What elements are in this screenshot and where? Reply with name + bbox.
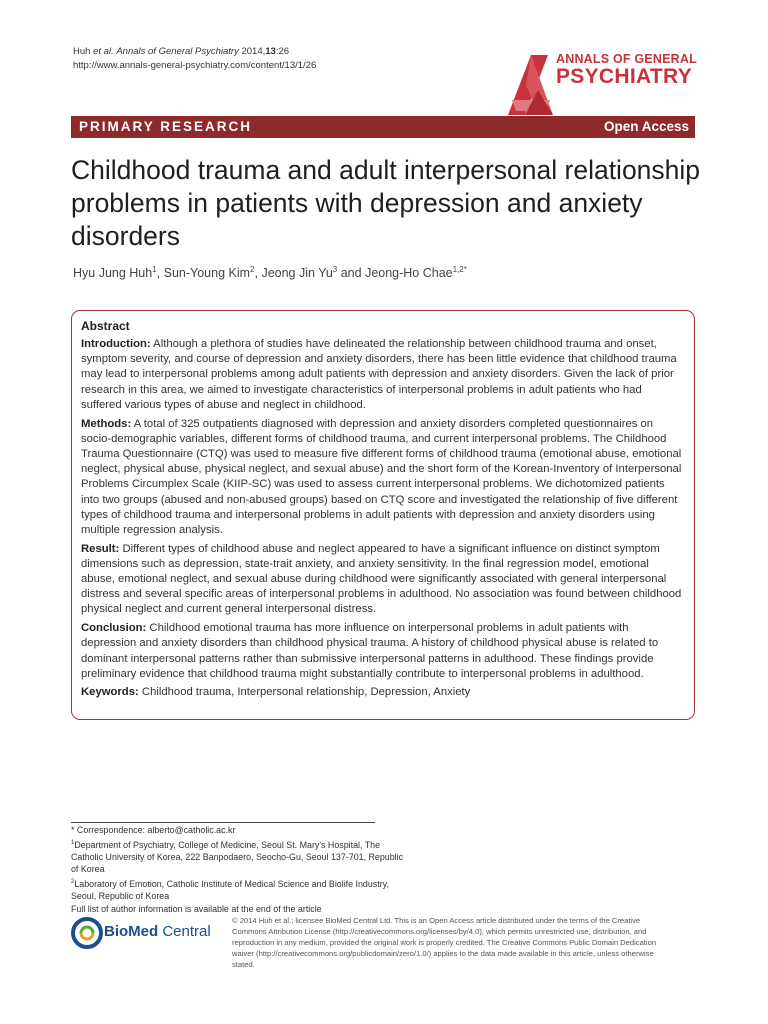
logo-line1: ANNALS OF GENERAL [556,52,697,66]
logo-line2: PSYCHIATRY [556,65,693,88]
journal-logo-text [556,52,697,89]
correspondence: * Correspondence: alberto@catholic.ac.kr [71,825,236,835]
affiliation-2 [71,876,411,903]
citation-etal: et al. [93,46,114,57]
citation-url[interactable]: http://www.annals-general-psychiatry.com/content/13/1/26 [73,60,317,71]
author-name[interactable]: Jeong-Ho Chae [365,266,453,281]
abstract-box [71,310,695,720]
section-text: Different types of childhood abuse and neglect appeared to have a significant influence on distinct symptom dimensions such as depression, state-trait anxiety, and anxiety sensitivity. In the final regression model, emotional abuse, emotional neglect, and sexual abuse during childhood were significantly associated with general interpersonal distress and several specific areas of interpersonal problems in adulthood. No association was found between childhood physical neglect and current general interpersonal distress. [81,542,682,616]
author-name[interactable]: Sun-Young Kim [163,266,251,281]
section-label: Methods: [81,417,132,430]
abstract-conclusion [81,621,685,682]
article-title: Childhood trauma and adult interpersonal relationship problems in patients with depression and anxiety disorders [71,155,701,251]
section-text: Childhood emotional trauma has more influence on interpersonal problems in adult patients with depression and anxiety disorders than childhood physical trauma. A history of childhood physical abuse is related to dominant interpersonal patterns rather than submissive interpersonal patterns in adulthood. These findings provide preliminary evidence that childhood trauma might substantially contribute to interpersonal problems in adulthood. [81,622,659,680]
section-text: Although a plethora of studies have delineated the relationship between childhood trauma and onset, symptom severity, and course of depression and anxiety disorders, there has been little evidence that childhood trauma may lead to interpersonal problems among adult patients with depression and anxiety disorders. Given the lack of prior research in this area, we aimed to investigate characteristics of interpersonal problems in adult patients who had suffered various types of abuse and neglect in childhood. [81,338,677,411]
license-text: © 2014 Huh et al.; licensee BioMed Central Ltd. This is an Open Access article distributed under the terms of the Creative Commons Attribution License (http://creativecommons.org/licenses/by/4.0), which permits unrestricted use, distribution, and reproduction in any medium, provided the original work is properly credited. The Creative Commons Public Domain Dedication waiver (http://creativecommons.org/publicdomain/zero/1.0/) applies to the data made available in this article, unless otherwise stated. [232,916,657,969]
article-type-banner [71,116,695,138]
publisher-name-bold: BioMed [104,923,159,940]
affiliation-1 [71,837,411,876]
section-label: Introduction: [81,338,151,350]
abstract-keywords [81,685,685,700]
affiliation-number: 1 [71,839,75,846]
abstract-heading: Abstract [81,319,130,333]
citation-year: 2014, [241,46,266,57]
author-name[interactable]: Hyu Jung Huh [73,266,153,281]
affiliation-text: Laboratory of Emotion, Catholic Institute of Medical Science and Biolife Industry, Seoul, Republic of Korea [71,878,389,902]
section-text: A total of 325 outpatients diagnosed with depression and anxiety disorders completed questionnaires on socio-demographic variables, different forms of childhood trauma, and current interpersonal problems. The Childhood Trauma Questionnaire (CTQ) was used to measure five different forms of childhood trauma (emotional abuse, emotional neglect, physical abuse, physical neglect, and sexual abuse) and the short form of the Korean-Inventory of Interpersonal Problems Circumplex Scale (KIIP-SC) was used to assess current interpersonal problems. We dichotomized patients into two groups (abused and non-abused groups) based on CTQ score and investigated the relationship of five different types of childhood trauma and interpersonal problems in adult patients with depression and anxiety disorders using multiple regression analysis. [81,417,682,536]
citation-pages: :26 [275,46,290,57]
author-affiliation: 2 [250,265,255,274]
author-name[interactable]: Jeong Jin Yu [261,266,333,281]
author-affiliation: 1 [152,265,157,274]
full-author-info-note: Full list of author information is available at the end of the article [71,903,322,914]
open-access-label: Open Access [603,119,689,134]
section-label: Keywords: [81,686,139,699]
author-affiliation: 3 [332,265,338,274]
citation-journal: Annals of General Psychiatry [116,46,239,57]
author-affiliation: 1,2* [452,265,467,274]
citation-authors: Huh [73,46,91,57]
biomed-central-logo-text [104,923,211,940]
section-label: Result: [81,542,120,555]
citation [73,45,316,73]
footnotes [71,824,411,915]
affiliation-text: Department of Psychiatry, College of Medicine, Seoul St. Mary's Hospital, The Catholic University of Korea, 222 Banpodaero, Seocho-Gu, Seoul 137-701, Republic of Korea [71,839,404,875]
section-label: Conclusion: [81,622,147,635]
citation-volume: 13 [265,46,276,57]
section-text: Childhood trauma, Interpersonal relationship, Depression, Anxiety [141,686,471,699]
abstract-result [81,542,685,618]
author-list: Hyu Jung Huh$^1$, Sun-Young Kim$^2$, Jeong Jin Yu$^3$ and Jeong-Ho Chae$^{1,2*}$ [73,265,467,281]
abstract-body [81,337,685,704]
abstract-introduction [81,337,685,413]
publisher-name-rest: Central [158,923,211,940]
article-type-label: PRIMARY RESEARCH [79,119,253,134]
affiliation-number: 2 [71,878,75,885]
footnote-divider [71,822,375,823]
abstract-methods [81,417,685,539]
citation-line [73,45,316,59]
